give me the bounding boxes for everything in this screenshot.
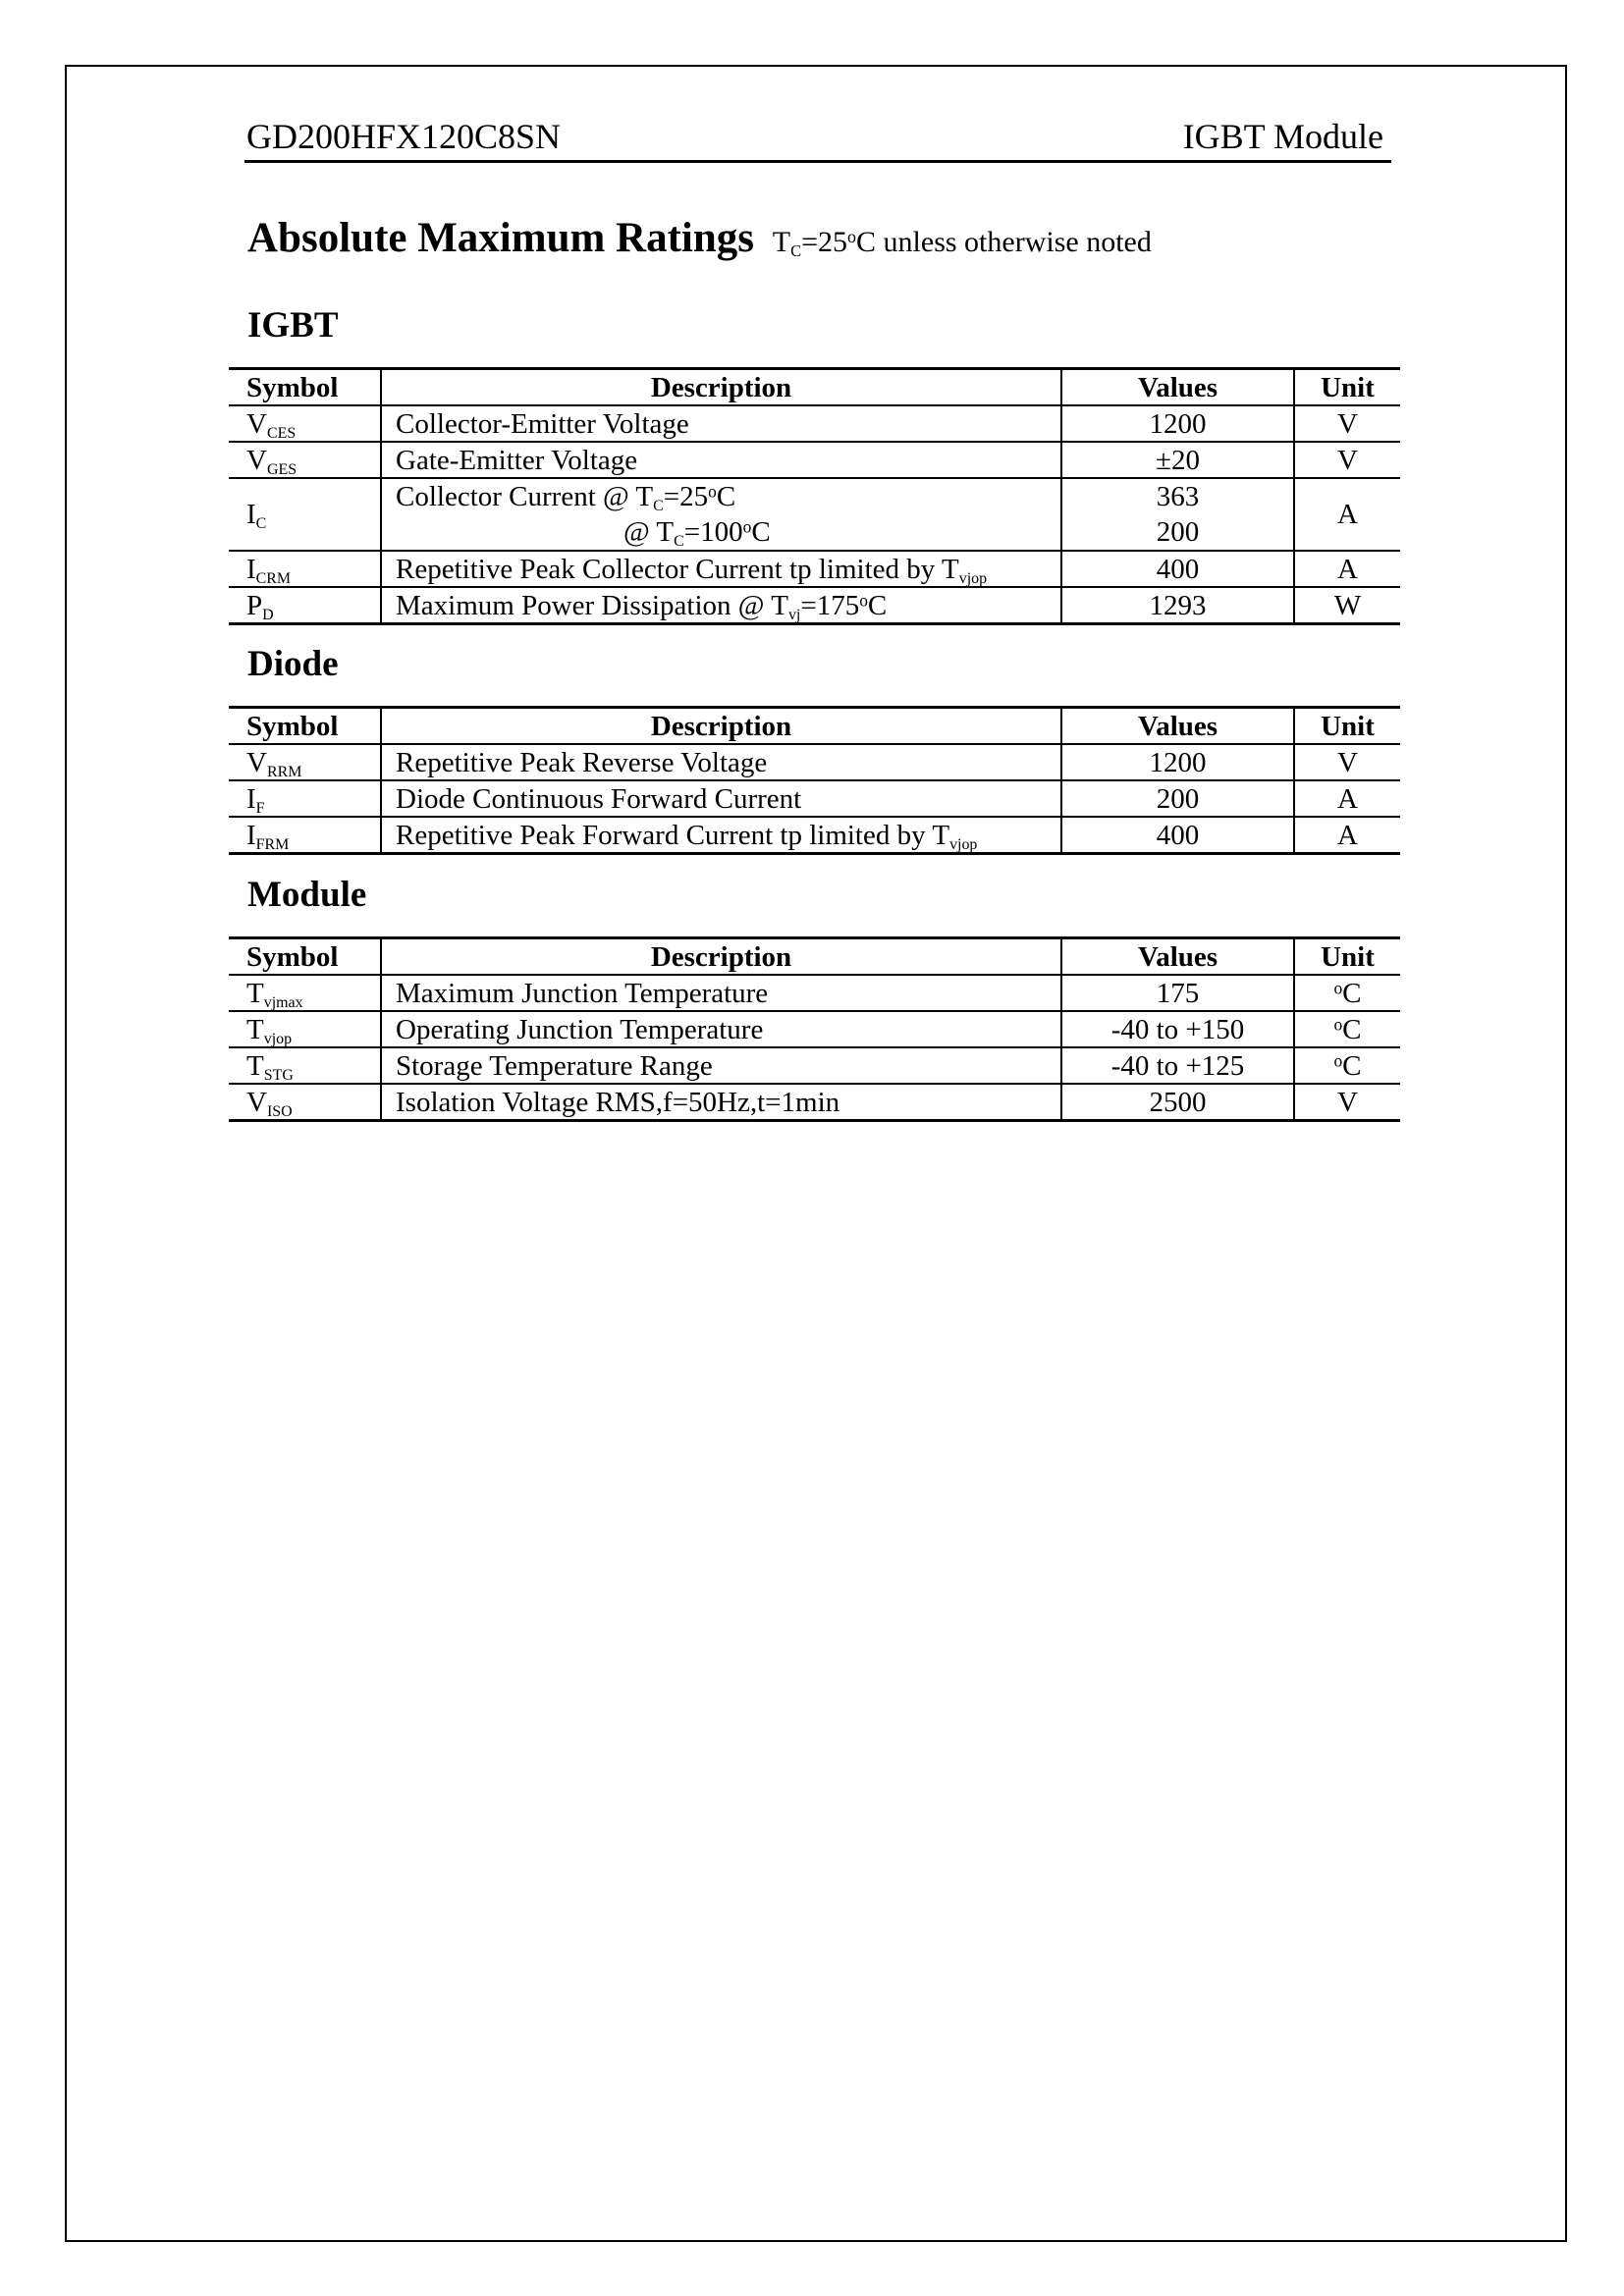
unit-cell: $^o$C [1294, 1047, 1400, 1084]
description-line: @ $T_C=100^oC$ [623, 516, 771, 550]
unit-cell: A [1294, 817, 1400, 854]
description-cell: Repetitive Peak Forward Current tp limited by $T_{vjop}$ [381, 817, 1061, 854]
col-header-description: Description [381, 708, 1061, 745]
unit-cell: $^o$C [1294, 1011, 1400, 1047]
description-cell: Storage Temperature Range [381, 1047, 1061, 1084]
igbt-table [229, 367, 1400, 625]
page-header [244, 110, 1391, 163]
col-header-values: Values [1061, 938, 1294, 976]
unit-cell: V [1294, 1084, 1400, 1121]
value-cell: 400 [1061, 817, 1294, 854]
description-cell: Repetitive Peak Collector Current tp limited by $T_{vjop}$ [381, 551, 1061, 587]
col-header-unit: Unit [1294, 938, 1400, 976]
part-number: GD200HFX120C8SN [246, 117, 562, 156]
value-cell: 175 [1061, 975, 1294, 1011]
module-table [229, 936, 1400, 1122]
symbol-cell: $T_{vjmax}$ [229, 975, 381, 1011]
description-cell: Maximum Junction Temperature [381, 975, 1061, 1011]
col-header-values: Values [1061, 708, 1294, 745]
symbol-cell: $V_{GES}$ [229, 442, 381, 478]
table-row [229, 1047, 1400, 1084]
symbol-cell: $T_{vjop}$ [229, 1011, 381, 1047]
symbol-cell: $I_{FRM}$ [229, 817, 381, 854]
symbol-cell: $P_D$ [229, 587, 381, 624]
table-header-row [229, 708, 1400, 745]
table-row [229, 780, 1400, 817]
table-row [229, 1011, 1400, 1047]
value-cell: 1200 [1061, 405, 1294, 442]
description-cell: Gate-Emitter Voltage [381, 442, 1061, 478]
col-header-values: Values [1061, 369, 1294, 406]
unit-cell: $^o$C [1294, 975, 1400, 1011]
symbol-cell: $V_{CES}$ [229, 405, 381, 442]
table-row [229, 975, 1400, 1011]
value-cell: 2500 [1061, 1084, 1294, 1121]
col-header-symbol: Symbol [229, 369, 381, 406]
col-header-description: Description [381, 369, 1061, 406]
value-cell: -40 to +150 [1061, 1011, 1294, 1047]
section-title-diode: Diode [247, 644, 339, 684]
symbol-cell: $I_{CRM}$ [229, 551, 381, 587]
unit-cell: A [1294, 551, 1400, 587]
unit-cell: V [1294, 744, 1400, 780]
section-title-module: Module [247, 875, 367, 915]
col-header-unit: Unit [1294, 369, 1400, 406]
description-cell: Operating Junction Temperature [381, 1011, 1061, 1047]
diode-table [229, 706, 1400, 855]
symbol-cell: $T_{STG}$ [229, 1047, 381, 1084]
value-line: 363 [1156, 481, 1200, 512]
unit-cell: V [1294, 405, 1400, 442]
ratings-heading [247, 214, 1152, 262]
description-cell [381, 478, 1061, 551]
table-row [229, 817, 1400, 854]
symbol-cell: $V_{ISO}$ [229, 1084, 381, 1121]
table-header-row [229, 369, 1400, 406]
unit-cell: W [1294, 587, 1400, 624]
table-row [229, 405, 1400, 442]
unit-cell: V [1294, 442, 1400, 478]
col-header-symbol: Symbol [229, 708, 381, 745]
table-row [229, 1084, 1400, 1121]
value-cell: 1200 [1061, 744, 1294, 780]
description-cell: Repetitive Peak Reverse Voltage [381, 744, 1061, 780]
description-cell: Diode Continuous Forward Current [381, 780, 1061, 817]
description-cell: Maximum Power Dissipation @ $T_{vj}=175^oC$ [381, 587, 1061, 624]
value-cell: 400 [1061, 551, 1294, 587]
col-header-description: Description [381, 938, 1061, 976]
ratings-condition: $T_C=25^oC$ unless otherwise noted [772, 226, 1152, 260]
symbol-cell: $V_{RRM}$ [229, 744, 381, 780]
table-header-row [229, 938, 1400, 976]
value-cell: 200 [1061, 780, 1294, 817]
description-line: Collector Current @ $T_C=25^oC$ [396, 481, 736, 514]
symbol-cell: $I_F$ [229, 780, 381, 817]
description-cell: Collector-Emitter Voltage [381, 405, 1061, 442]
unit-cell: A [1294, 478, 1400, 551]
symbol-cell: $I_C$ [229, 478, 381, 551]
col-header-unit: Unit [1294, 708, 1400, 745]
description-cell: Isolation Voltage RMS,f=50Hz,t=1min [381, 1084, 1061, 1121]
value-cell: -40 to +125 [1061, 1047, 1294, 1084]
table-row [229, 442, 1400, 478]
unit-cell: A [1294, 780, 1400, 817]
module-type: IGBT Module [1182, 117, 1383, 156]
value-cell [1061, 478, 1294, 551]
table-row [229, 587, 1400, 624]
section-title-igbt: IGBT [247, 305, 339, 346]
table-row [229, 551, 1400, 587]
value-line: 200 [1156, 516, 1200, 548]
col-header-symbol: Symbol [229, 938, 381, 976]
ratings-title: Absolute Maximum Ratings [247, 215, 755, 261]
value-cell: ±20 [1061, 442, 1294, 478]
value-cell: 1293 [1061, 587, 1294, 624]
table-row [229, 744, 1400, 780]
table-row [229, 478, 1400, 551]
